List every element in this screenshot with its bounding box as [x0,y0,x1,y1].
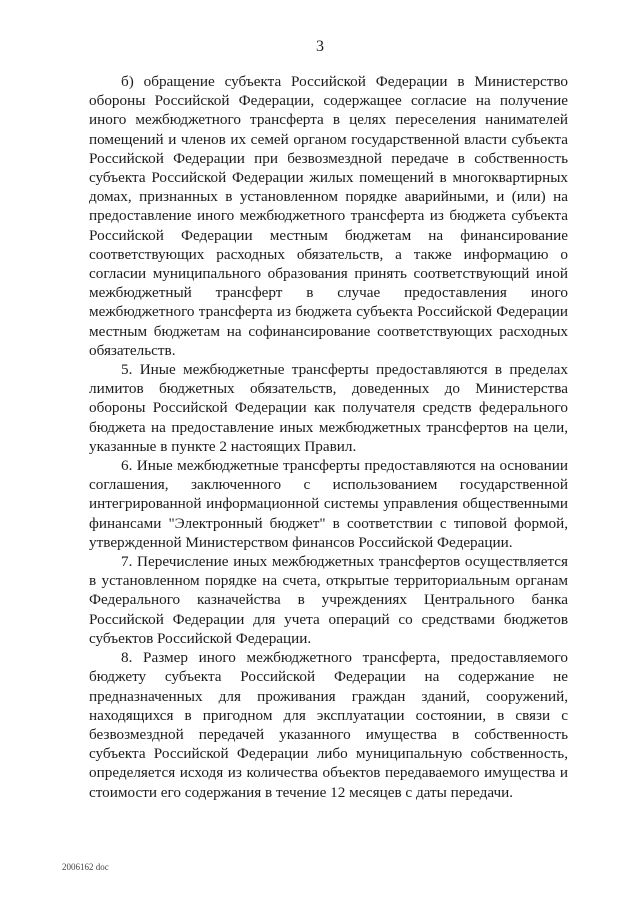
paragraph-b: б) обращение субъекта Российской Федерации в Министерство обороны Российской Федерации, содержащее согласие на получение иного межбюджетного трансферта в целях переселения нанимателей помещений и членов их семей органом государственной власти субъекта Российской Федерации при безвозмездной передаче в собственность субъекта Российской Федерации жилых помещений в многоквартирных домах, признанных в установленном порядке аварийными, и (или) на предоставление иного межбюджетного трансферта из бюджета субъекта Российской Федерации местным бюджетам на финансирование соответствующих расходных обязательств, а также информацию о согласии муниципального образования принять соответствующий иной межбюджетный трансферт в случае предоставления иного межбюджетного трансферта из бюджета субъекта Российской Федерации местным бюджетам на софинансирование соответствующих расходных обязательств. [89,73,568,359]
paragraph-8: 8. Размер иного межбюджетного трансферта, предоставляемого бюджету субъекта Российской Федерации на содержание не предназначенных для проживания граждан зданий, сооружений, находящихся в пригодном для эксплуатации состоянии, в связи с безвозмездной передачей указанного имущества в собственность субъекта Российской Федерации либо муниципальную собственность, определяется исходя из количества объектов передаваемого имущества и стоимости его содержания в течение 12 месяцев с даты передачи. [89,649,568,801]
paragraph-6: 6. Иные межбюджетные трансферты предоставляются на основании соглашения, заключенного с использованием государственной интегрированной информационной системы управления общественными финансами "Электронный бюджет" в соответствии с типовой формой, утвержденной Министерством финансов Российской Федерации. [89,457,568,551]
document-body [89,72,568,802]
footer-file-code: 2006162 doc [62,862,109,872]
paragraph-5: 5. Иные межбюджетные трансферты предоставляются в пределах лимитов бюджетных обязательств, доведенных до Министерства обороны Российской Федерации как получателя средств федерального бюджета на предоставление иных межбюджетных трансфертов на цели, указанные в пункте 2 настоящих Правил. [89,361,568,455]
paragraph-7: 7. Перечисление иных межбюджетных трансфертов осуществляется в установленном порядке на счета, открытые территориальным органам Федерального казначейства в учреждениях Центрального банка Российской Федерации для учета операций со средствами бюджетов субъектов Российской Федерации. [89,553,568,647]
page-number: 3 [316,38,324,55]
